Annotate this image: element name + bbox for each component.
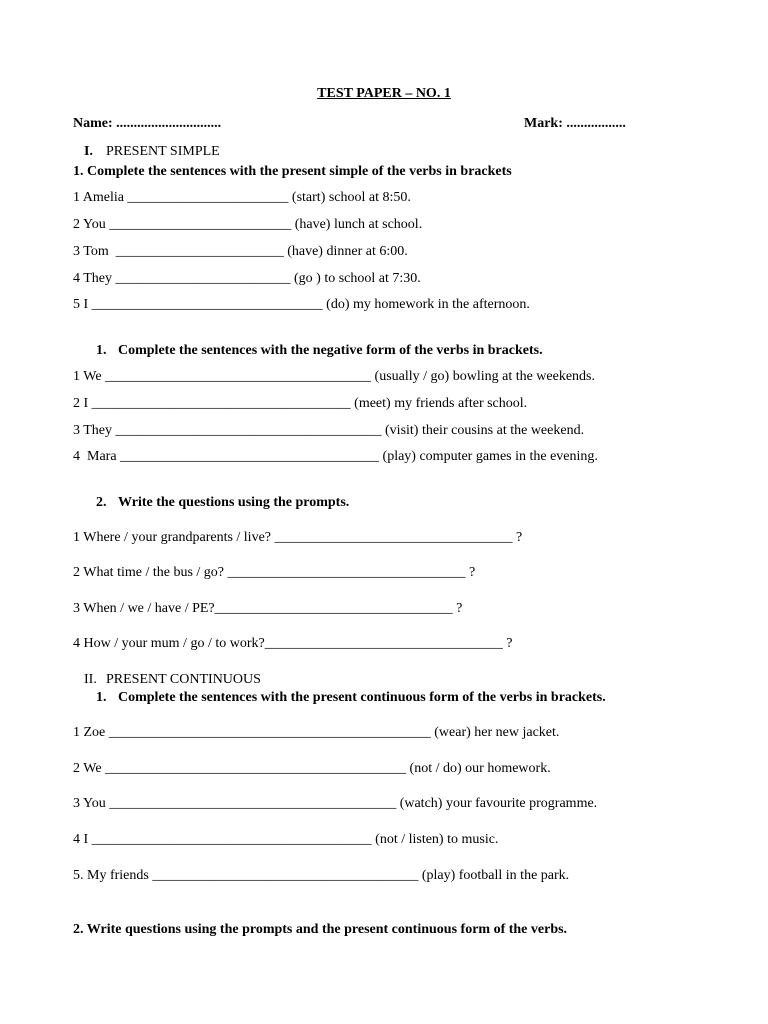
p1-ex2-item: 1 We ______________________________________ (usually / go) bowling at the weekends.: [73, 369, 596, 384]
p1-ex1-item: 2 You __________________________ (have) lunch at school.: [73, 217, 423, 232]
part2-numeral: II.: [84, 672, 97, 687]
p1-ex1-item: 3 Tom ________________________ (have) dinner at 6:00.: [73, 244, 408, 259]
p1-ex1-item: 5 I _________________________________ (do) my homework in the afternoon.: [73, 297, 530, 312]
mark-field: Mark: .................: [524, 116, 626, 131]
p1-ex2-instruction: Complete the sentences with the negative form of the verbs in brackets.: [118, 343, 543, 358]
p2-ex1-instruction: Complete the sentences with the present continuous form of the verbs in brackets.: [118, 690, 606, 705]
p1-ex2-item: 3 They ______________________________________ (visit) their cousins at the weekend.: [73, 423, 585, 438]
p1-ex1-item: 4 They _________________________ (go ) to school at 7:30.: [73, 271, 421, 286]
p2-ex1-item: 4 I ________________________________________ (not / listen) to music.: [73, 832, 499, 847]
p1-ex2-number: 1.: [96, 343, 107, 358]
p1-ex1-instruction: 1. Complete the sentences with the present simple of the verbs in brackets: [73, 164, 512, 179]
p2-ex1-item: 5. My friends ______________________________________ (play) football in the park.: [73, 868, 570, 883]
p2-ex1-number: 1.: [96, 690, 107, 705]
p2-ex2-instruction: 2. Write questions using the prompts and the present continuous form of the verbs.: [73, 922, 568, 937]
p1-ex2-item: 2 I _____________________________________ (meet) my friends after school.: [73, 396, 528, 411]
p1-ex3-instruction: Write the questions using the prompts.: [118, 495, 350, 510]
name-field: Name: ..............................: [73, 116, 222, 131]
p1-ex3-item: 3 When / we / have / PE?__________________________________ ?: [73, 601, 463, 616]
page-title: TEST PAPER – NO. 1: [317, 86, 451, 101]
p2-ex1-item: 3 You _________________________________________ (watch) your favourite programme.: [73, 796, 598, 811]
p1-ex1-item: 1 Amelia _______________________ (start) school at 8:50.: [73, 190, 411, 205]
p1-ex3-item: 4 How / your mum / go / to work?__________________________________ ?: [73, 636, 513, 651]
part1-heading: PRESENT SIMPLE: [106, 144, 220, 159]
part2-heading: PRESENT CONTINUOUS: [106, 672, 261, 687]
p1-ex2-item: 4 Mara _____________________________________ (play) computer games in the evening.: [73, 449, 598, 464]
p1-ex3-item: 1 Where / your grandparents / live? __________________________________ ?: [73, 530, 523, 545]
p1-ex3-number: 2.: [96, 495, 107, 510]
p2-ex1-item: 1 Zoe ______________________________________________ (wear) her new jacket.: [73, 725, 560, 740]
p1-ex3-item: 2 What time / the bus / go? __________________________________ ?: [73, 565, 476, 580]
p2-ex1-item: 2 We ___________________________________________ (not / do) our homework.: [73, 761, 551, 776]
part1-numeral: I.: [84, 144, 93, 159]
